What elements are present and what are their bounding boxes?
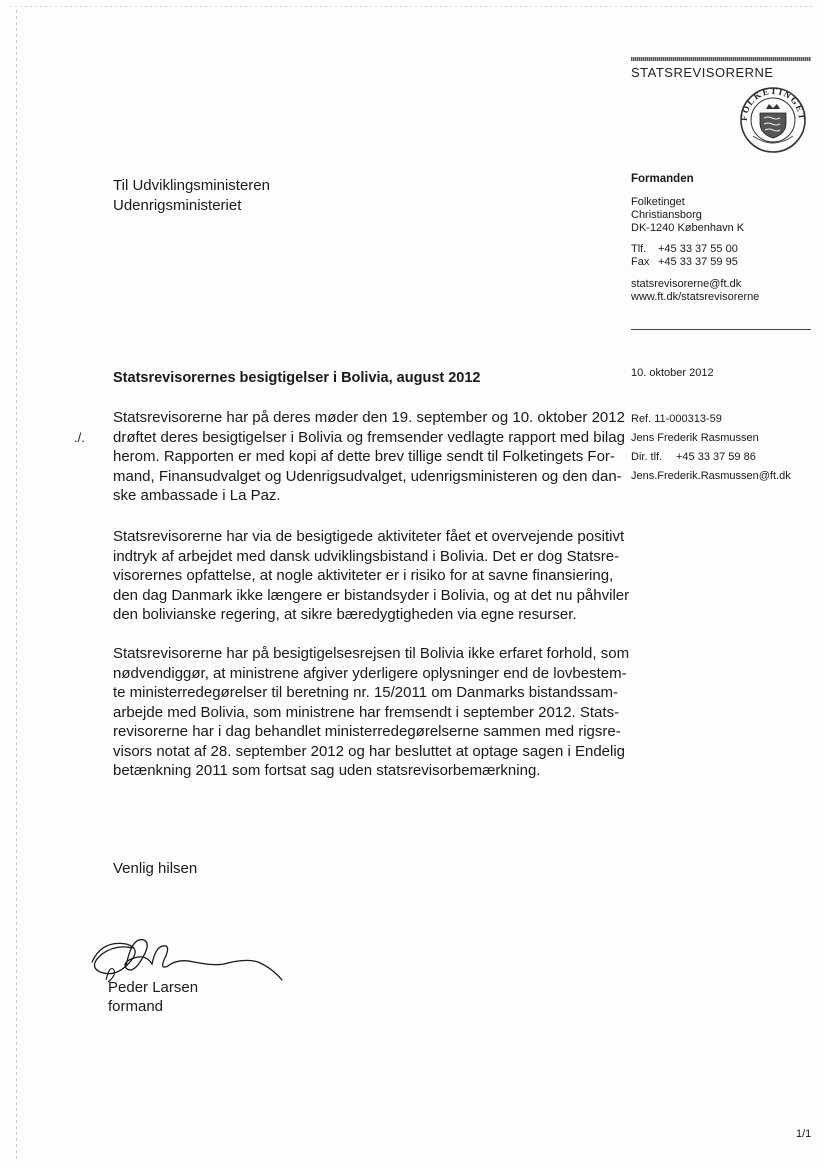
contact-name: Jens Frederik Rasmussen: [631, 432, 759, 444]
letterhead-top-rule: [631, 57, 811, 61]
fax-line: [631, 256, 738, 269]
paragraph-line: arbejde med Bolivia, som ministrene har fremsendt i september 2012. Stats-: [113, 703, 620, 721]
paragraph-line: betænkning 2011 som fortsat sag uden statsrevisorbemærkning.: [113, 762, 541, 779]
body-paragraph: [113, 527, 630, 625]
sender-address: [631, 196, 744, 235]
paragraph-line: Statsrevisorerne har på deres møder den 19. september og 10. oktober 2012: [113, 409, 625, 426]
paragraph-line: drøftet deres besigtigelser i Bolivia og fremsender vedlagte rapport med bilag: [113, 428, 625, 446]
paragraph-line: herom. Rapporten er med kopi af dette brev tillige sendt til Folketingets For-: [113, 448, 615, 465]
paragraph-line: Statsrevisorerne har på besigtigelsesrejsen til Bolivia ikke erfaret forhold, som: [113, 645, 630, 662]
paragraph-line: Statsrevisorerne har via de besigtigede aktiviteter fået et overvejende positivt: [113, 528, 625, 545]
paragraph-line: nødvendiggør, at ministrene afgiver yderligere oplysninger end de lovbestem-: [113, 664, 627, 682]
sender-phones: [631, 243, 738, 269]
paragraph-line: den dag Danmark ikke længere er bistandsyder i Bolivia, og at det nu påhviler: [113, 586, 630, 604]
phone-number: +45 33 37 55 00: [658, 243, 738, 255]
fax-label: Fax: [631, 256, 650, 268]
address-line: Christiansborg: [631, 209, 702, 221]
reference-number: Ref. 11-000313-59: [631, 413, 722, 425]
contact-email: Jens.Frederik.Rasmussen@ft.dk: [631, 470, 791, 482]
organization-name: STATSREVISORERNE: [631, 65, 774, 80]
body-paragraph: [113, 408, 625, 506]
sender-online: [631, 278, 759, 304]
sender-title: Formanden: [631, 173, 694, 185]
fax-number: +45 33 37 59 95: [658, 256, 738, 268]
paragraph-line: ske ambassade i La Paz.: [113, 487, 281, 504]
page-number: 1/1: [796, 1128, 812, 1140]
address-line: DK-1240 København K: [631, 222, 745, 234]
phone-line: [631, 243, 738, 256]
paragraph-line: mand, Finansudvalget og Udenrigsudvalget, udenrigsministeren og den dan-: [113, 467, 622, 485]
paragraph-line: te ministerredegørelser til beretning nr. 15/2011 om Danmarks bistandssam-: [113, 684, 618, 701]
recipient-address: [113, 176, 270, 216]
sender-website: www.ft.dk/statsrevisorerne: [631, 291, 760, 303]
direct-phone-line: [631, 448, 791, 467]
scan-edge-top: [10, 6, 815, 7]
folketinget-seal-icon: [738, 86, 808, 154]
letterhead-bottom-rule: [631, 329, 811, 330]
seal-text: FOLKETINGET: [738, 86, 808, 122]
scan-edge-left: [16, 10, 17, 1160]
paragraph-line: den bolivianske regering, at sikre bæredygtigheden via egne resurser.: [113, 606, 577, 623]
signer-block: [108, 978, 198, 1016]
letter-date: 10. oktober 2012: [631, 367, 714, 379]
signer-title: formand: [108, 998, 164, 1015]
closing-salutation: Venlig hilsen: [113, 860, 198, 877]
paragraph-line: indtryk af arbejdet med dansk udviklingsbistand i Bolivia. Det er dog Statsre-: [113, 547, 620, 565]
body-paragraph: [113, 644, 630, 781]
recipient-line: Udenrigsministeriet: [113, 197, 242, 214]
paragraph-line: revisorerne har i dag behandlet ministerredegørelserne sammen med rigsre-: [113, 723, 621, 740]
direct-phone: +45 33 37 59 86: [676, 451, 756, 463]
paragraph-line: visorernes opfattelse, at nogle aktiviteter er i risiko for at savne finansiering,: [113, 567, 614, 584]
phone-label: Tlf.: [631, 243, 647, 255]
reference-block: [631, 410, 791, 486]
sender-email: statsrevisorerne@ft.dk: [631, 278, 742, 290]
paragraph-line: visors notat af 28. september 2012 og har besluttet at optage sagen i Endelig: [113, 742, 626, 760]
letter-subject: Statsrevisorernes besigtigelser i Bolivia, august 2012: [113, 370, 481, 386]
address-line: Folketinget: [631, 196, 685, 208]
enclosure-mark: ./.: [74, 430, 85, 445]
recipient-line: Til Udviklingsministeren: [113, 177, 270, 194]
direct-phone-label: Dir. tlf.: [631, 451, 663, 463]
signer-name: Peder Larsen: [108, 979, 199, 996]
